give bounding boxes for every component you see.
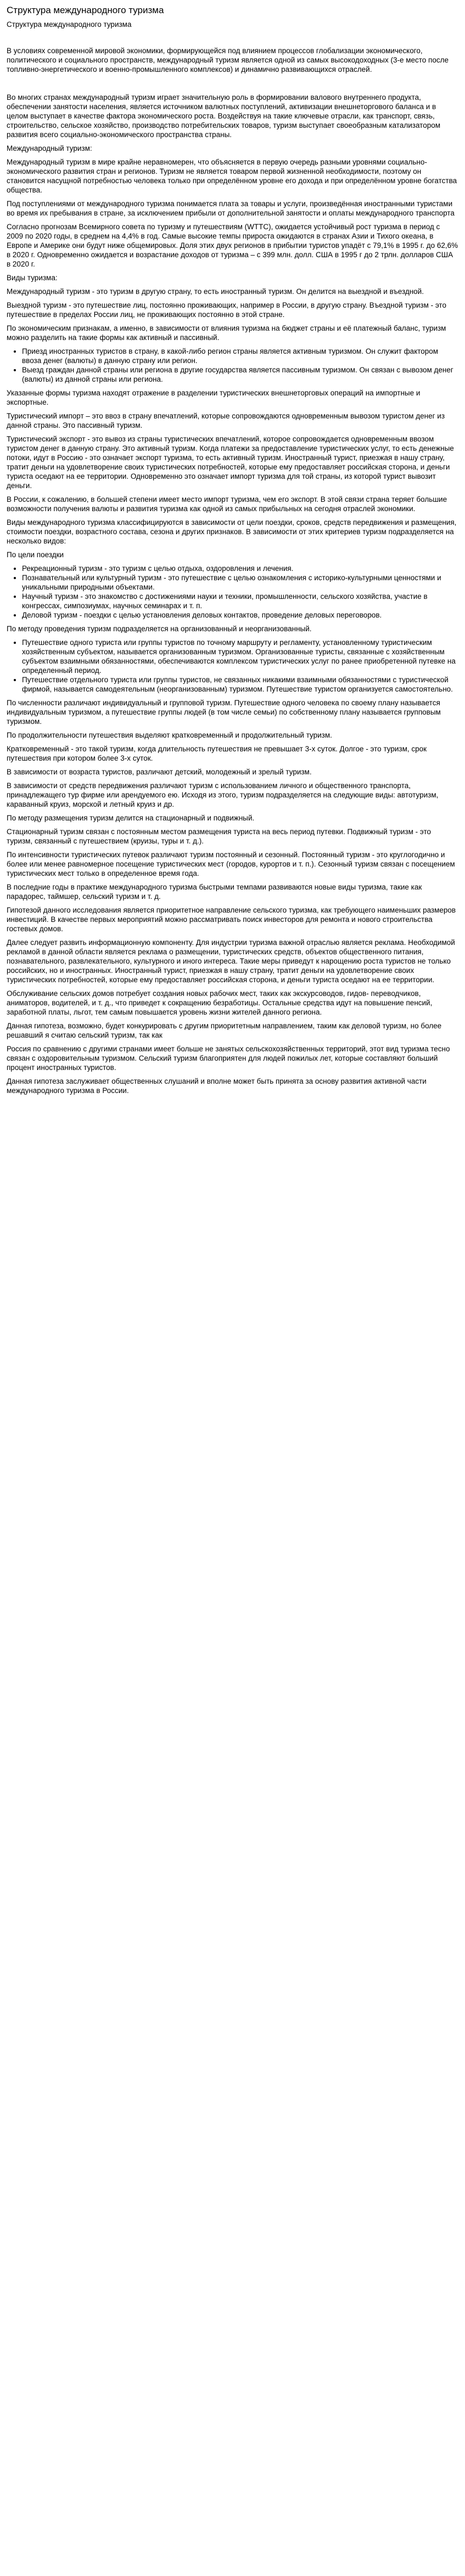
paragraph: Во многих странах международный туризм играет значительную роль в формировании валового внутреннего продукта, обеспечении занятости населения, является источником валютных поступлений, активизации внешнеторгового баланса и в целом выступает в качестве фактора экономического роста. Воздействуя на такие ключевые отрасли, как транспорт, связь, строительство, сельское хозяйство, производство потребительских товаров, туризм выступает своеобразным катализатором развития всего социально-экономического пространства страны. [7,93,440,139]
paragraph: По продолжительности путешествия выделяют кратковременный и продолжительный туризм. [7,731,332,739]
page-subtitle: Структура международного туризма [7,20,132,29]
paragraph: По интенсивности туристических путевок различают туризм постоянный и сезонный. Постоянный туризм - это круглогодично и более или менее равномерное посещение туристических мест (городов, курортов и т. п.). Сезонный туризм связан с посещением туристических мест только в определенное время года. [7,851,455,877]
list-item: • Выезд граждан данной страны или региона в другие государства является пассивным туризмом. Он связан с вывозом денег (валюты) из данной страны или региона. [22,365,458,384]
bullet-list [7,347,458,384]
paragraph: Туристический экспорт - это вывоз из страны туристических впечатлений, которое сопровождается одновременным ввозом туристом денег в данную страну. Это активный туризм. Когда платежи за предоставление туристических услуг, то есть денежные потоки, идут в Россию - это означает экспорт туризма, то есть активный туризм. Иностранный турист, приезжая в нашу страну, тратит деньги на удовлетворение своих туристических потребностей, которые ему предоставляет российская сторона, и деньги туриста оседают на ее территории. Одновременно это означает импорт туризма для той страны, из которой турист вывозит деньги. [7,435,454,490]
page-title: Структура международного туризма [7,5,164,15]
list-item: • Путешествие отдельного туриста или группы туристов, не связанных никакими взаимными обязанностями с туристической фирмой, называется самодеятельным (неорганизованным) туризмом. Путешествие туристом организуется самостоятельно. [22,675,458,694]
paragraph: Под поступлениями от международного туризма понимается плата за товары и услуги, произведённая иностранными туристами во время их пребывания в стране, за исключением прибыли от дополнительной занятости и оплаты международного транспорта [7,200,455,217]
list-item: • Приезд иностранных туристов в страну, в какой-либо регион страны является активным туризмом. Он служит фактором ввоза денег (валюты) в данную страну или регион. [22,347,458,365]
paragraph: Данная гипотеза заслуживает общественных слушаний и вполне может быть принята за основу развития активной части международного туризма в России. [7,1077,427,1095]
bullet-list [7,564,458,620]
paragraph: Международный туризм - это туризм в другую страну, то есть иностранный туризм. Он делится на выездной и въездной. [7,287,424,296]
paragraph: Виды международного туризма классифицируются в зависимости от цели поездки, сроков, средств передвижения и размещения, стоимости поездки, возрастного состава, сезона и других признаков. В зависимости от этих критериев туризм подразделяется на несколько видов: [7,518,457,545]
paragraph: В зависимости от средств передвижения различают туризм с использованием личного и общественного транспорта, принадлежащего тур фирме или арендуемого ею. Исходя из этого, туризм подразделяется на следующие виды: автотуризм, караванный круиз, морской и летный круиз и др. [7,782,439,808]
paragraph: По численности различают индивидуальный и групповой туризм. Путешествие одного человека по своему плану называется индивидуальным туризмом, а путешествие группы людей (в том числе семьи) по собственному плану называется групповым туризмом. [7,699,441,726]
paragraph: В России, к сожалению, в большей степени имеет место импорт туризма, чем его экспорт. В этой связи страна теряет большие возможности получения валюты и развития туризма как одной из самых прибыльных на сегодня отраслей экономики. [7,495,447,513]
paragraph: По методу проведения туризм подразделяется на организованный и неорганизованный. [7,625,312,633]
paragraph: Данная гипотеза, возможно, будет конкурировать с другим приоритетным направлением, таким как деловой туризм, но более решавший я считаю сельский туризм, так как [7,1022,442,1039]
paragraph: Выездной туризм - это путешествие лиц, постоянно проживающих, например в России, в другую страну. Въездной туризм - это путешествие в пределах России лиц, не проживающих постоянно в этой стране. [7,301,446,319]
paragraph: Международный туризм в мире крайне неравномерен, что объясняется в первую очередь разными уровнями социально-экономического развития стран и регионов. Туризм не является товаром первой жизненной необходимости, поэтому он становится насущной потребностью человека только при определённом уровне его дохода и при определённом уровне богатства общества. [7,158,457,194]
paragraph: Туристический импорт – это ввоз в страну впечатлений, которые сопровождаются одновременным вывозом туристом денег из данной страны. Это пассивный туризм. [7,412,445,429]
paragraph: По методу размещения туризм делится на стационарный и подвижный. [7,814,255,822]
paragraph: Согласно прогнозам Всемирного совета по туризму и путешествиям (WTTC), ожидается устойчивый рост туризма в период с 2009 по 2020 годы, в среднем на 4,4% в год. Самые высокие темпы прироста ожидаются в странах Азии и Тихого океана, в Европе и Америке они будут ниже общемировых. Доля этих двух регионов в прибытии туристов упадёт с 79,1% в 1995 г. до 62,6% в 2020 г. Одновременно ожидается и возрастание доходов от туризма – с 399 млн. долл. США в 1995 г до 2 трлн. долларов США в 2020 г. [7,223,458,268]
article-body [7,46,458,1095]
paragraph: Стационарный туризм связан с постоянным местом размещения туриста на весь период путевки. Подвижный туризм - это туризм, связанный с путешествием (круизы, туры и т. д.). [7,828,432,845]
bullet-list [7,638,458,694]
paragraph: Виды туризма: [7,274,58,282]
paragraph: В условиях современной мировой экономики, формирующейся под влиянием процессов глобализации экономического, политического и социального пространств, международный туризм является одной из самых высокодоходных (3-е место после топливно-энергетического и военно-промышленного комплексов) и динамично развивающихся отраслей. [7,47,449,73]
paragraph: Кратковременный - это такой туризм, когда длительность путешествия не превышает 3-х суток. Долгое - это туризм, срок путешествия при котором более 3-х суток. [7,745,427,762]
paragraph: Обслуживание сельских домов потребует создания новых рабочих мест, таких как экскурсоводов, гидов- переводчиков, аниматоров, водителей, и т. д., что приведет к сокращению безработицы. Остальные средства идут на повышение пенсий, заработной платы, льгот, тем самым повышается уровень жизни жителей данного региона. [7,989,433,1016]
list-item: • Познавательный или культурный туризм - это путешествие с целью ознакомления с историко-культурными ценностями и уникальными природными объектами. [22,573,458,592]
paragraph: Далее следует развить информационную компоненту. Для индустрии туризма важной отраслью является реклама. Необходимой рекламой в данной области является реклама о размещении, туристических средств, объектов общественного питания, познавательного, развлекательного, культурного и иного интереса. Такие меры приведут к нарощению роста туристов не только российских, но и иностранных. Иностранный турист, приезжая в нашу страну, тратит деньги на удовлетворение своих туристических потребностей, которые ему предоставляет российская сторона, и деньги туриста оседают на ее территории. [7,938,455,984]
paragraph: Указанные формы туризма находят отражение в разделении туристических внешнеторговых операций на импортные и экспортные. [7,389,421,406]
paragraph: В последние годы в практике международного туризма быстрыми темпами развиваются новые виды туризма, такие как парадорес, таймшер, сельский туризм и т. д. [7,883,422,901]
document-page [0,0,465,1100]
list-item: • Научный туризм - это знакомство с достижениями науки и техники, промышленности, сельского хозяйства, участие в конгрессах, симпозиумах, научных семинарах и т. п. [22,592,458,610]
paragraph: По цели поездки [7,551,64,559]
paragraph: В зависимости от возраста туристов, различают детский, молодежный и зрелый туризм. [7,768,312,776]
list-item: • Рекреационный туризм - это туризм с целью отдыха, оздоровления и лечения. [22,564,458,573]
list-item: • Деловой туризм - поездки с целью установления деловых контактов, проведение деловых переговоров. [22,610,458,620]
paragraph: По экономическим признакам, а именно, в зависимости от влияния туризма на бюджет страны и её платежный баланс, туризм можно разделить на такие формы как активный и пассивный. [7,324,446,342]
paragraph: Гипотезой данного исследования является приоритетное направление сельского туризма, как требующего наименьших размеров инвестиций. В качестве первых мероприятий можно рассматривать поиск инвесторов для ремонта и нового строительства гостевых домов. [7,906,456,933]
paragraph: Международный туризм: [7,144,92,152]
paragraph: Россия по сравнению с другими странами имеет больше не занятых сельскохозяйственных территорий, этот вид туризма тесно связан с оздоровительным туризмом. Сельский туризм благоприятен для людей пожилых лет, которые составляют больший процент иностранных туристов. [7,1045,450,1072]
list-item: • Путешествие одного туриста или группы туристов по точному маршруту и регламенту, установленному туристическим хозяйственным субъектом, называется организованным туризмом. Организованные туристы, связанные с хозяйственным субъектом взаимными обязанностями, обеспечиваются комплексом туристических услуг по ранее приобретенной путевке на определенный период. [22,638,458,675]
